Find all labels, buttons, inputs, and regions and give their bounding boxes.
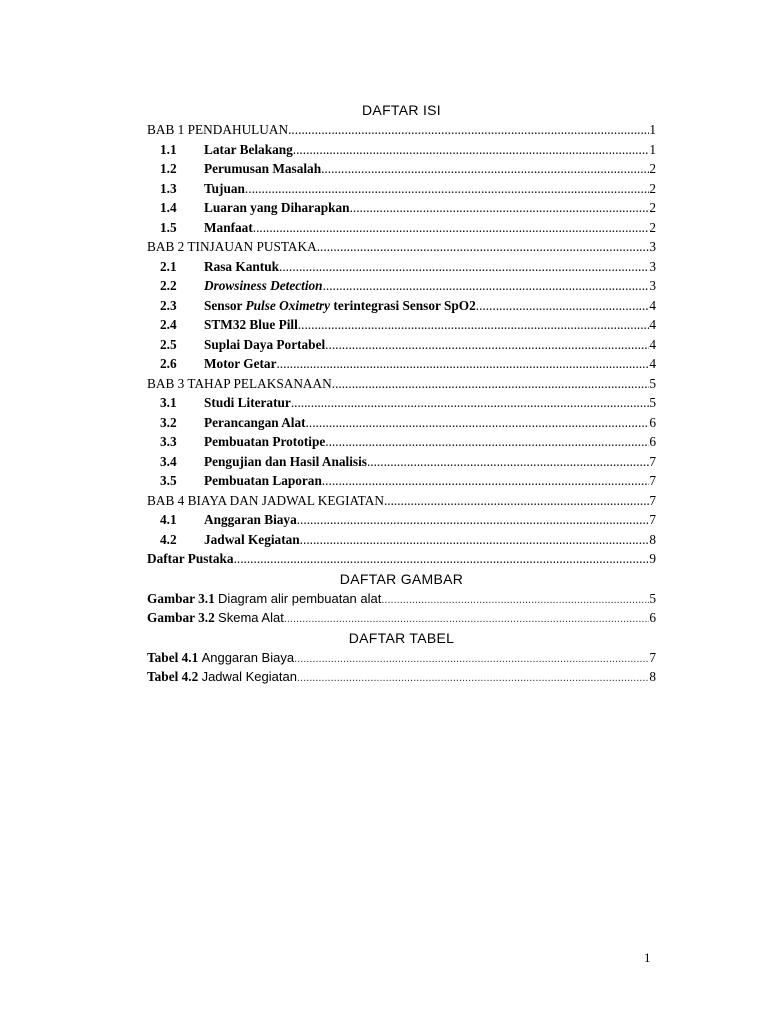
toc-entry-page: 5 bbox=[649, 395, 656, 410]
toc-entry-page: 1 bbox=[649, 141, 656, 157]
table-page: 8 bbox=[649, 669, 656, 684]
figure-label: Gambar 3.2 bbox=[147, 610, 215, 625]
figure-title: Skema Alat bbox=[218, 610, 284, 625]
toc-entry-number: 2.6 bbox=[160, 356, 177, 371]
toc-entry-number: 1.1 bbox=[160, 141, 177, 157]
toc-entry-title: Jadwal Kegiatan bbox=[204, 531, 300, 547]
toc-dot-leader bbox=[253, 218, 650, 238]
toc-entry[interactable] bbox=[147, 491, 656, 511]
toc-entry-title: Drowsiness Detection bbox=[204, 278, 323, 293]
toc-entry[interactable] bbox=[147, 218, 656, 238]
toc-entry-page: 7 bbox=[649, 492, 656, 508]
toc-entry[interactable] bbox=[147, 471, 656, 491]
toc-entry-title: STM32 Blue Pill bbox=[204, 317, 298, 332]
toc-entry-page: 2 bbox=[649, 219, 656, 235]
toc-entry-page: 2 bbox=[649, 180, 656, 196]
table-dot-leader bbox=[294, 650, 649, 670]
figure-label: Gambar 3.1 bbox=[147, 590, 215, 606]
toc-entry[interactable] bbox=[147, 335, 656, 355]
toc-entry[interactable] bbox=[147, 393, 656, 413]
toc-entry-page: 6 bbox=[649, 434, 656, 449]
figure-dot-leader bbox=[284, 610, 650, 630]
toc-entry-title: Anggaran Biaya bbox=[204, 512, 297, 527]
toc-entry[interactable] bbox=[147, 276, 656, 296]
toc-entry[interactable] bbox=[147, 549, 656, 569]
toc-entry-title: Latar Belakang bbox=[204, 141, 293, 157]
table-entry[interactable] bbox=[147, 648, 656, 668]
page-number: 1 bbox=[644, 950, 651, 965]
toc-entry-number: 2.3 bbox=[160, 297, 177, 313]
toc-dot-leader bbox=[298, 315, 650, 335]
toc-entry-page: 8 bbox=[649, 531, 656, 547]
toc-dot-leader bbox=[300, 530, 650, 550]
toc-dot-leader bbox=[293, 140, 650, 160]
toc-entry-title: Sensor Pulse Oximetry terintegrasi Sensor SpO2 bbox=[204, 297, 476, 313]
toc-entry-page: 2 bbox=[649, 200, 656, 215]
toc-dot-leader bbox=[325, 335, 649, 355]
toc-entry-page: 9 bbox=[649, 551, 656, 566]
toc-entry-page: 7 bbox=[649, 473, 656, 488]
toc-entry-title: BAB 3 TAHAP PELAKSANAAN bbox=[147, 375, 332, 391]
toc-entry-page: 1 bbox=[649, 122, 656, 137]
toc-entry-title: Suplai Daya Portabel bbox=[204, 336, 326, 352]
toc-dot-leader bbox=[332, 374, 650, 394]
toc-entry-page: 6 bbox=[649, 414, 656, 430]
toc-entry[interactable] bbox=[147, 530, 656, 550]
table-label: Tabel 4.2 bbox=[147, 669, 199, 684]
toc-entry-number: 2.2 bbox=[160, 278, 177, 293]
toc-entry[interactable] bbox=[147, 296, 656, 316]
toc-entry-page: 4 bbox=[649, 356, 656, 371]
figures-list bbox=[147, 589, 656, 628]
toc-entry-title: Manfaat bbox=[204, 219, 253, 235]
toc-entry-title: Pengujian dan Hasil Analisis bbox=[204, 453, 367, 469]
toc-dot-leader bbox=[350, 198, 650, 218]
toc-entry-title: Motor Getar bbox=[204, 356, 277, 371]
toc-entry-page: 5 bbox=[649, 375, 656, 391]
toc-entry[interactable] bbox=[147, 159, 656, 179]
toc-entry-number: 3.4 bbox=[160, 453, 177, 469]
toc-entry-number: 3.5 bbox=[160, 473, 177, 488]
toc-entry-title: Studi Literatur bbox=[204, 395, 291, 410]
toc-entry-page: 7 bbox=[649, 453, 656, 469]
toc-dot-leader bbox=[276, 354, 649, 374]
figure-title: Diagram alir pembuatan alat bbox=[218, 590, 382, 606]
toc-list bbox=[147, 120, 656, 569]
toc-entry-number: 2.5 bbox=[160, 336, 177, 352]
document-page bbox=[147, 100, 656, 687]
table-dot-leader bbox=[297, 669, 649, 689]
toc-entry-number: 3.3 bbox=[160, 434, 177, 449]
toc-entry-number: 1.3 bbox=[160, 180, 177, 196]
figure-entry[interactable] bbox=[147, 608, 656, 628]
toc-entry-title: Daftar Pustaka bbox=[147, 551, 234, 566]
toc-entry-page: 3 bbox=[649, 278, 656, 293]
tables-heading: DAFTAR TABEL bbox=[348, 629, 455, 646]
toc-entry[interactable] bbox=[147, 354, 656, 374]
toc-entry-title: Rasa Kantuk bbox=[204, 258, 280, 274]
figures-heading: DAFTAR GAMBAR bbox=[339, 570, 464, 587]
toc-entry[interactable] bbox=[147, 432, 656, 452]
toc-entry-number: 2.4 bbox=[160, 317, 177, 332]
toc-entry[interactable] bbox=[147, 452, 656, 472]
toc-dot-leader bbox=[321, 159, 649, 179]
toc-entry[interactable] bbox=[147, 237, 656, 257]
toc-entry-page: 2 bbox=[649, 161, 656, 176]
toc-entry[interactable] bbox=[147, 315, 656, 335]
table-label: Tabel 4.1 bbox=[147, 649, 199, 665]
toc-entry[interactable] bbox=[147, 140, 656, 160]
toc-entry-number: 1.5 bbox=[160, 219, 177, 235]
toc-entry[interactable] bbox=[147, 120, 656, 140]
toc-entry[interactable] bbox=[147, 374, 656, 394]
toc-dot-leader bbox=[317, 237, 650, 257]
table-title: Anggaran Biaya bbox=[201, 649, 295, 665]
toc-entry-page: 7 bbox=[649, 512, 656, 527]
toc-entry-title: Perumusan Masalah bbox=[204, 161, 322, 176]
toc-dot-leader bbox=[297, 510, 650, 530]
toc-dot-leader bbox=[306, 413, 650, 433]
table-entry[interactable] bbox=[147, 667, 656, 687]
toc-entry-number: 4.1 bbox=[160, 512, 177, 527]
toc-entry-title: BAB 4 BIAYA DAN JADWAL KEGIATAN bbox=[147, 492, 384, 508]
toc-entry[interactable] bbox=[147, 510, 656, 530]
toc-heading: DAFTAR ISI bbox=[362, 102, 441, 118]
toc-entry-number: 1.2 bbox=[160, 161, 177, 176]
toc-dot-leader bbox=[322, 471, 650, 491]
toc-dot-leader bbox=[476, 296, 650, 316]
table-title: Jadwal Kegiatan bbox=[201, 669, 297, 684]
toc-entry[interactable] bbox=[147, 198, 656, 218]
toc-entry-title: Tujuan bbox=[204, 180, 245, 196]
toc-dot-leader bbox=[288, 120, 649, 140]
toc-entry-page: 3 bbox=[649, 239, 656, 254]
toc-dot-leader bbox=[279, 257, 649, 277]
toc-entry-page: 4 bbox=[649, 297, 656, 313]
figure-page: 5 bbox=[649, 590, 656, 606]
toc-dot-leader bbox=[325, 432, 649, 452]
toc-entry-number: 3.2 bbox=[160, 414, 177, 430]
toc-entry[interactable] bbox=[147, 257, 656, 277]
toc-entry-title: BAB 2 TINJAUAN PUSTAKA bbox=[147, 239, 317, 254]
toc-entry-page: 4 bbox=[649, 336, 656, 352]
toc-dot-leader bbox=[323, 276, 650, 296]
toc-entry-title: Pembuatan Laporan bbox=[204, 473, 322, 488]
toc-dot-leader bbox=[291, 393, 650, 413]
toc-dot-leader bbox=[245, 179, 649, 199]
toc-dot-leader bbox=[367, 452, 649, 472]
tables-list bbox=[147, 648, 656, 687]
toc-entry-number: 3.1 bbox=[160, 395, 177, 410]
toc-entry-page: 3 bbox=[649, 258, 656, 274]
toc-entry-number: 4.2 bbox=[160, 531, 177, 547]
toc-entry[interactable] bbox=[147, 413, 656, 433]
toc-entry-number: 1.4 bbox=[160, 200, 177, 215]
toc-dot-leader bbox=[234, 549, 650, 569]
toc-entry-title: Luaran yang Diharapkan bbox=[204, 200, 350, 215]
figure-dot-leader bbox=[381, 591, 649, 611]
toc-entry-page: 4 bbox=[649, 317, 656, 332]
table-page: 7 bbox=[649, 649, 656, 665]
figure-entry[interactable] bbox=[147, 589, 656, 609]
toc-entry[interactable] bbox=[147, 179, 656, 199]
toc-entry-number: 2.1 bbox=[160, 258, 177, 274]
figure-page: 6 bbox=[649, 610, 656, 625]
toc-entry-title: BAB 1 PENDAHULUAN bbox=[147, 122, 289, 137]
toc-dot-leader bbox=[384, 491, 649, 511]
toc-entry-title: Pembuatan Prototipe bbox=[204, 434, 326, 449]
toc-entry-title: Perancangan Alat bbox=[204, 414, 306, 430]
